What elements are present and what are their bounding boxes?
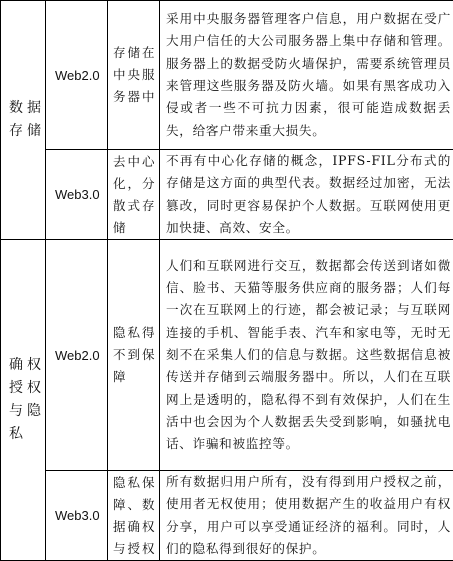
category-cell: 数据存储: [1, 1, 46, 240]
aspect-cell: 去中心化，分散式存储: [108, 150, 160, 240]
description-cell: 所有数据归用户所有，没有得到用户授权之前，使用者无权使用；使用数据产生的收益用户有权分享，用户可以享受通证经济的福利。同时，人们的隐私得到很好的保护。: [160, 471, 453, 561]
description-cell: 采用中央服务器管理客户信息，用户数据在受广大用户信任的大公司服务器上集中存储和管理。服务器上的数据受防火墙保护，需要系统管理员来管理这些服务器及防火墙。如果有黑客成功入侵或者一些不可抗力因素，很可能造成数据丢失，给客户带来重大损失。: [160, 1, 453, 150]
aspect-cell: 隐私得不到保障: [108, 240, 160, 471]
aspect-cell: 隐私保障、数据确权与授权: [108, 471, 160, 561]
generation-cell: Web2.0: [46, 240, 108, 471]
generation-cell: Web2.0: [46, 1, 108, 150]
table-row: [1, 1, 453, 150]
table-row: [1, 240, 453, 471]
generation-cell: Web3.0: [46, 150, 108, 240]
table-row: [1, 150, 453, 240]
description-cell: 不再有中心化存储的概念，IPFS-FIL分布式的存储是这方面的典型代表。数据经过加密，无法篡改，同时更容易保护个人数据。互联网使用更加快捷、高效、安全。: [160, 150, 453, 240]
description-cell: 人们和互联网进行交互，数据都会传送到诸如微信、脸书、天猫等服务供应商的服务器；人们每一次在互联网上的行迹，都会被记录；与互联网连接的手机、智能手表、汽车和家电等，无时无刻不在采集人们的信息与数据。这些数据信息被传送并存储到云端服务器中。所以，人们在互联网上是透明的，隐私得不到有效保护，人们在生活中也会因为个人数据丢失受到影响，如骚扰电话、诈骗和被监控等。: [160, 240, 453, 471]
generation-cell: Web3.0: [46, 471, 108, 561]
aspect-cell: 存储在中央服务器中: [108, 1, 160, 150]
table-row: [1, 471, 453, 561]
category-cell: 确权授权与隐私: [1, 240, 46, 561]
